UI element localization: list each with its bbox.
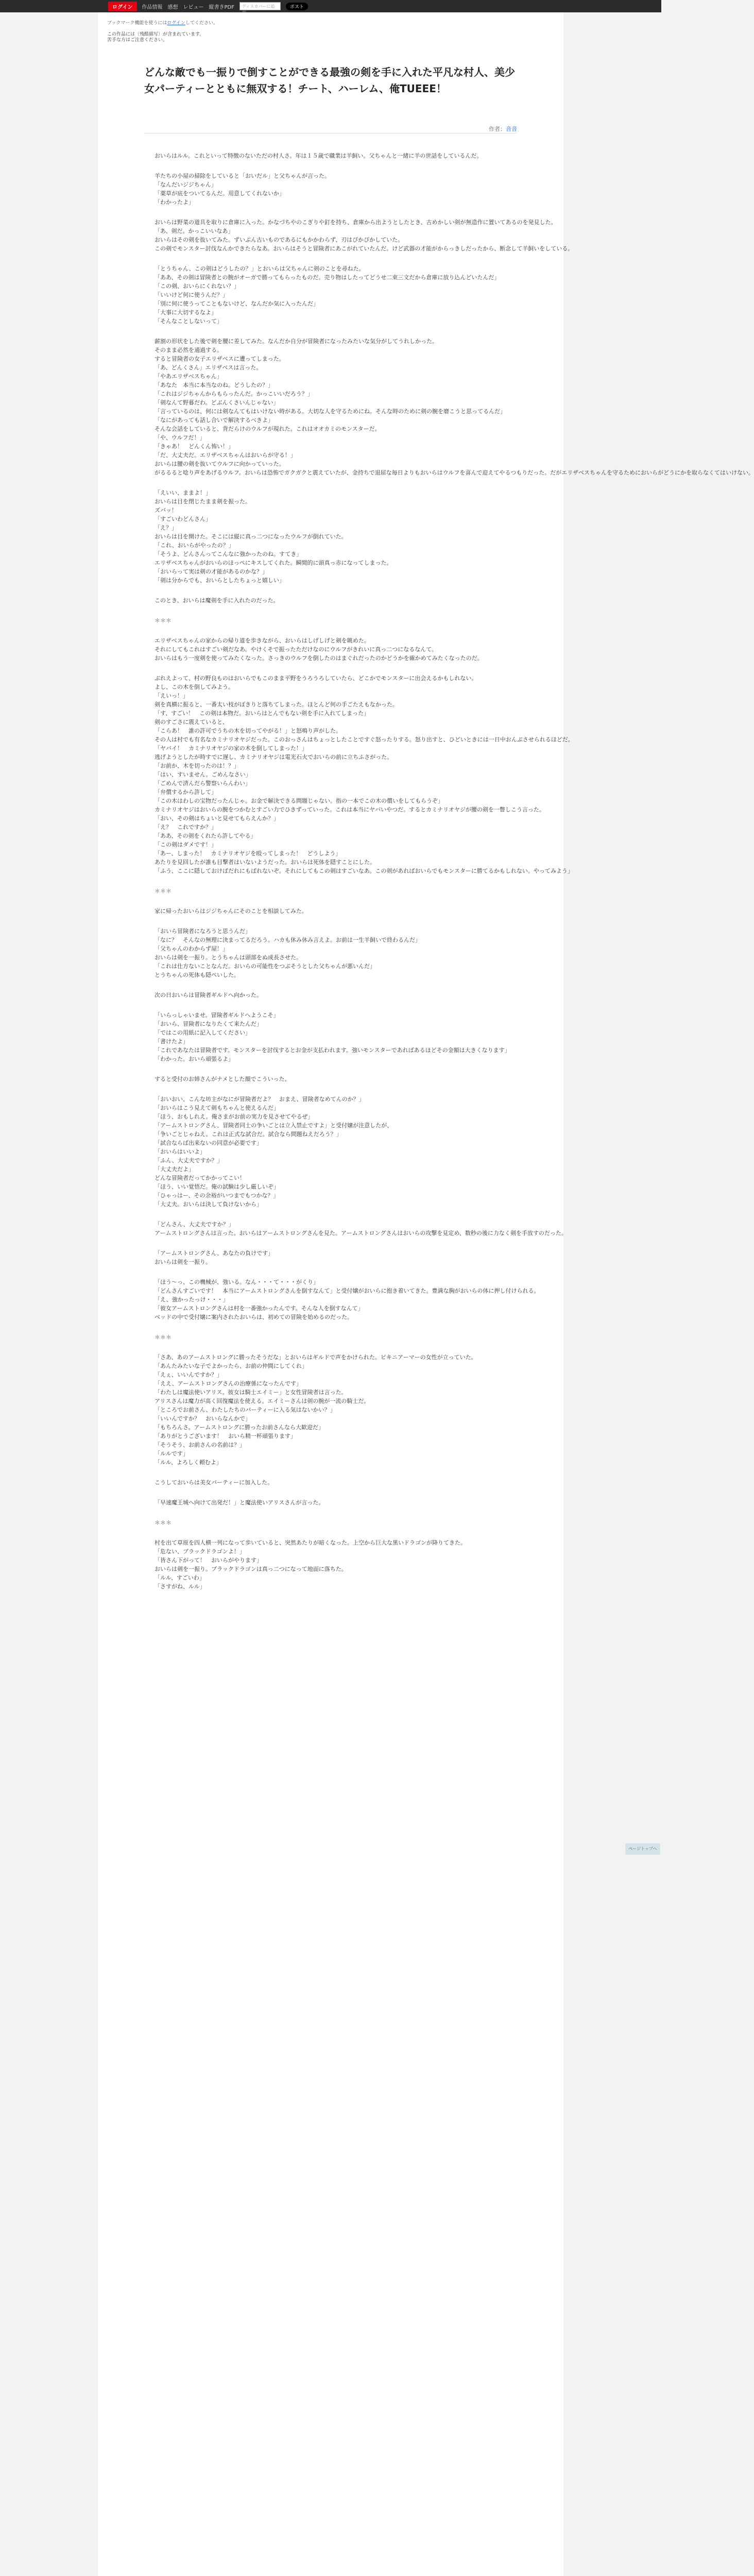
author-label: 作者： (489, 126, 506, 132)
paragraph (155, 264, 507, 326)
text-line: 「父ちゃんのわからず屋！」 (155, 945, 228, 952)
scene-separator (155, 887, 507, 895)
text-line: 「こらあ！ 誰の許可でうちの木を切ってやがる！」と怒鳴り声がした。 (155, 727, 341, 734)
text-line: おいらはルル。これといって特徴のないただの村人さ。年は１５歳で職業は羊飼い。父ちゃんと一緒に羊の世話をしているんだ。 (155, 152, 483, 159)
text-line: 「これ、おいらがやったの？」 (155, 542, 234, 549)
text-line: 「早速魔王城へ向けて出発だ！」と魔法使いアリスさんが言った。 (155, 1499, 324, 1506)
text-line: 「おいおい、こんな坊主がなにが冒険者だよ？ おまえ、冒険者なめてんのか？」 (155, 1096, 365, 1103)
paragraph (155, 488, 507, 585)
text-line: よし、この木を倒してみよう。 (155, 684, 234, 690)
text-line: 「皆さん下がって！ おいらがやります」 (155, 1557, 262, 1564)
content-warning (107, 32, 210, 43)
text-line: 「彼女アームストロングさんは村を一番強かったんです。そんな人を倒すなんて」 (155, 1305, 364, 1312)
text-line: とうちゃんの死体も隠ぺいした。 (155, 972, 239, 978)
text-line: 「ほう、おもしれえ。俺さまがお前の実力を見させてやるぜ」 (155, 1113, 314, 1120)
paragraph (155, 1249, 507, 1266)
text-line: 「すごいわどんさん」 (155, 516, 211, 522)
text-line: 「大丈夫。おいらは決して負けないから」 (155, 1201, 262, 1208)
bookmark-notice-line (107, 21, 218, 26)
novel-title-wrap (144, 64, 517, 97)
nav-reviews[interactable]: レビュー (183, 4, 204, 10)
text-line: 「ええ、アームストロングさんの治療係になったんです」 (155, 1380, 302, 1387)
author-line (144, 125, 517, 133)
paragraph (155, 151, 507, 160)
text-line: 「おいら、冒険者になりたくて来たんだ」 (155, 1021, 262, 1027)
text-line: 剣のすごさに震えていると、 (155, 719, 228, 725)
text-line: その人は村でも有名なカミナリオヤジだった。このおっさんはちょっとしたことですぐ怒ったりする。怒り出すと、ひどいときには一日中おんぶさせられるほどだ。 (155, 736, 574, 743)
notice-text-end: してください。 (185, 21, 218, 26)
text-line: 「ところでお前さん、わたしたちのパーティーに入る気はないかい？」 (155, 1406, 336, 1413)
text-line: 「ふう、ここに隠しておけばだれにもばれないぞ。それにしてもこの剣はすごいなあ。この剣があればおいらでもモンスターに勝てるかもしれない。やってみよう」 (155, 868, 573, 874)
text-line: 「ああ、その剣は冒険者との腕がオーガで勝ってもらったものだ。売り物はしたってどうせ二束三文だから倉庫に放り込んどいたんだ」 (155, 274, 500, 281)
paragraph (155, 596, 507, 605)
text-line: 逃げようとしたが時すでに遅し、カミナリオヤジは電光石火でおいらの前に立ちふさがった。 (155, 754, 393, 760)
text-line: 「そうよ、どんさんってこんなに強かったのね。すてき」 (155, 551, 302, 557)
text-line: 「おい、その剣はちょいと見せてもらえんか？」 (155, 815, 279, 822)
text-line: すると受付のお姉さんがナメとした顔でこういった。 (155, 1076, 290, 1082)
text-line: エリザベスちゃんの家からの帰り道を歩きながら、おいらはしげしげと剣を眺めた。 (155, 637, 370, 644)
text-line: ＊＊＊ (155, 1334, 172, 1341)
text-line: 「おいらはこう見えて剣もちゃんと使えるんだ」 (155, 1105, 279, 1111)
text-line: 「きゃあ！ どんくん怖い！」 (155, 443, 234, 450)
scene-separator (155, 1333, 507, 1342)
text-line: 「ルルです」 (155, 1450, 188, 1457)
text-line: 「あ、どんくさん」エリザベスは言った。 (155, 364, 262, 371)
text-line: 「この剣、おいらにくれない？」 (155, 283, 239, 290)
text-line: 「もちろんさ。アームストロングに勝ったお前さんなら大歓迎だ」 (155, 1424, 324, 1431)
text-line: 「そんなことしないって」 (155, 318, 222, 325)
nav-work-info[interactable]: 作品情報 (142, 4, 163, 10)
text-line: どんな冒険者だってかかってこい！ (155, 1175, 245, 1181)
nav-vertical-pdf[interactable]: 縦書きPDF (209, 4, 234, 10)
text-line: 「お前か、木を切ったのは！？」 (155, 762, 239, 769)
text-line: 「ほう、いい覚悟だ。俺の試験は少し厳しいぞ」 (155, 1183, 279, 1190)
text-line: おいらは目を閉じたまま剣を振った。 (155, 498, 251, 505)
text-line: 「大丈夫だよ」 (155, 1166, 194, 1173)
text-line: おいらは剣を一振り。ブラックドラゴンは真っ二つになって地面に落ちた。 (155, 1566, 347, 1572)
text-line: おいらは腰の剣を抜いてウルフに向かっていった。 (155, 461, 285, 467)
paragraph (155, 172, 507, 207)
text-line: 「え、強かったっけ・・・」 (155, 1296, 229, 1303)
paragraph (155, 1095, 507, 1209)
paragraph (155, 907, 507, 916)
text-line: おいらは野菜の道具を取りに倉庫に入った。かなづちやのこぎりや釘を持ち、倉庫から出ようとしたとき、古めかしい剣が無造作に置いてあるのを発見した。 (155, 219, 557, 226)
text-line: 「この木はわしの宝物だったんじゃ。お金で解決できる問題じゃない。指の一本でこの木の償いをしてもらうぞ」 (155, 798, 443, 804)
text-line: 「いらっしゃいませ。冒険者ギルドへようこそ」 (155, 1012, 279, 1019)
text-line: 「さあ、あのアームストロングに勝ったそうだな」とおいらはギルドで声をかけられた。ビキニアーマーの女性が立っていた。 (155, 1354, 477, 1361)
paragraph (155, 927, 507, 979)
paragraph (155, 1478, 507, 1487)
text-line: アームストロングさんは言った。おいらはアームストロングさんを見た。アームストロングさんはおいらの攻撃を見定め、数秒の後に力なく剣を手放すのだった。 (155, 1230, 567, 1236)
text-line: 「だ、大丈夫だ。エリザベスちゃんはおいらが守る！」 (155, 452, 296, 459)
text-line: 「ひゃっはー、その余裕がいつまでもつかな？」 (155, 1192, 279, 1199)
text-line: 「これであなたは冒険者です。モンスターを討伐するとお金が支払われます。強いモンスターであればあるほどその金額は大きくなります」 (155, 1047, 510, 1054)
paragraph (155, 1498, 507, 1507)
text-line: がるるると唸り声をあげるウルフ。おいらは恐怖でガクガクと震えていたが、金持ちで退屈な毎日よりもおいらはウルフを喜んで迎えてやるつもりだった。だがエリザベスちゃんを守るためにおいらがどうにかを取らなくてはいけない。 (155, 469, 754, 476)
paragraph (155, 1011, 510, 1063)
text-line: 「ではこの用紙に記入してください」 (155, 1029, 251, 1036)
text-line: 「薬草が底をついてるんだ。用意してくれないか」 (155, 190, 285, 197)
text-line: 「アームストロングさん、冒険者同士の争いごとは立入禁止ですよ」と受付嬢が注意したが、 (155, 1122, 393, 1129)
text-line: 「いいけど何に使うんだ？」 (155, 292, 228, 298)
text-line: 「試合ならば出来ないの同意が必要です」 (155, 1140, 262, 1146)
text-line: おいらは目を開けた。そこには縦に真っ二つになったウルフが倒れていた。 (155, 533, 347, 540)
text-line: 「書けたよ」 (155, 1038, 188, 1045)
header-nav (108, 2, 308, 11)
text-line: 「どんさんすごいです！ 本当にアームストロングさんを倒すなんて」と受付嬢がおいらに抱き着いてきた。豊満な胸がおいらの体に押し付けられる。 (155, 1287, 540, 1294)
text-line: 「弁償するから許して」 (155, 789, 217, 795)
warning-line: この作品には〔残酷描写〕が含まれています。 (107, 32, 204, 37)
paragraph (155, 1353, 507, 1467)
text-line: アリスさんは魔力が高く回復魔法を使える。エイミーさんは剣の腕が一流の騎士だ。 (155, 1398, 370, 1404)
warning-line: 苦手な方はご注意ください。 (107, 38, 168, 43)
text-line: 「あなた 本当に本当なのね。どうしたの？」 (155, 382, 273, 388)
paragraph (155, 991, 507, 999)
text-line: 「えいい、ままよ！」 (155, 489, 211, 496)
text-line: カミナリオヤジはおいらの腕をつかむとすごい力でひきずっていった。これは本当にヤバいやつだ。するとカミナリオヤジが腰の剣を一瞥しこう言った。 (155, 806, 545, 813)
text-line: 「いいんですか？ おいらなんかで」 (155, 1415, 251, 1422)
discover-add-button[interactable]: ディスカバーに追 (239, 2, 281, 10)
text-line: ＊＊＊ (155, 1519, 172, 1526)
site-header (0, 0, 661, 12)
text-line: 「さすがね、ルル」 (155, 1583, 205, 1590)
text-line: 「どんさん、大丈夫ですか？」 (155, 1221, 234, 1228)
text-line: エリザベスちゃんがおいらのほっぺにキスしてくれた。瞬間的に頭真っ赤になってしまった。 (155, 560, 392, 566)
text-line: 「剣なんて野暮だわ。どぶんくさいんじゃない」 (155, 399, 279, 406)
text-line: そのまま必然を通過する。 (155, 347, 222, 353)
author-link[interactable]: 音音 (506, 126, 517, 132)
paragraph (155, 337, 754, 477)
text-line: 「す、すごい！ この剣は本物だ。おいらはとんでもない剣を手に入れてしまった」 (155, 710, 370, 717)
text-line: 「やあエリザベスちゃん」 (155, 373, 222, 380)
page-top-button[interactable]: ページトップへ (625, 1843, 660, 1855)
text-line: 羊たちの小屋の掃除をしていると「おいだル」と父ちゃんが言った。 (155, 173, 330, 179)
text-line: そんな会話をしていると、背だらけのウルフが現れた。これはオオカミのモンスターだ。 (155, 426, 381, 432)
text-line: 「おいらはいいよ」 (155, 1148, 205, 1155)
scene-separator (155, 616, 507, 625)
text-line: 「ほう〜っ、この機械が、強いる。なん・・・て・・・がくり」 (155, 1279, 319, 1285)
text-line: 「ルル、よろしく頼むよ」 (155, 1459, 222, 1466)
text-line: 次の日おいらは冒険者ギルドへ向かった。 (155, 992, 262, 998)
text-line: 「や、ウルフだ！」 (155, 434, 205, 441)
text-line: 「ありがとうございます！ おいら精一杯頑張ります」 (155, 1433, 296, 1439)
text-line: ズバッ！ (155, 507, 177, 514)
notice-text: ブックマーク機能を使うには (107, 21, 167, 26)
text-line: 「ごめんで済んだら警察いらんわい」 (155, 780, 251, 787)
text-line: 薪割の形状をした後で剣を腰に差してみた。なんだか自分が冒険者になったみたいな気分がしてうれしかった。 (155, 338, 438, 345)
text-line: 「大事に大切するなよ」 (155, 309, 217, 316)
text-line: おいらは剣を一振り。 (155, 1259, 211, 1265)
text-line: ぶれえよって、村の野良ものはおいらでもこのまま平野をうろうろしていたら、どこかでモンスターに出会えるかもしれない。 (155, 675, 477, 682)
text-line: 「別に何に使うってこともないけど、なんだか気に入ったんだ」 (155, 300, 319, 307)
text-line: 「剣は分からでも、おいらとしたちょっと嬉しい」 (155, 577, 285, 584)
text-line: 「争いごとじゃねえ。これは正式な試合だ。試合なら問題ねえだろう？」 (155, 1131, 342, 1138)
text-line: それにしてもこれはすごい剣だなあ。やけくそで振ったただけなのにウルフがきれいに真っ二つになるなんて。 (155, 646, 438, 653)
text-line: 「アームストロングさん、あなたの負けです」 (155, 1250, 274, 1257)
text-line: このとき、おいらは魔剣を手に入れたのだった。 (155, 597, 279, 604)
text-line: あたりを見回したが誰も目撃者はいないようだった。おいらは死体を隠すことにした。 (155, 859, 375, 866)
text-line: ＊＊＊ (155, 617, 172, 624)
text-line: 「はい、すいません。ごめんなさい」 (155, 771, 251, 778)
text-line: 「おいら冒険者になろうと思うんだ」 (155, 928, 251, 935)
text-line: 「え？」 (155, 524, 177, 531)
bookmark-notice (107, 21, 218, 26)
text-line: 「あんたみたいな子でよかったら、お前の仲間にしてくれ」 (155, 1363, 307, 1369)
text-line: 剣を真横に振ると、一番太い枝がぽきりと落ちてしまった。ほとんど何の手ごたえもなかった。 (155, 701, 398, 708)
text-line: この剣でモンスター討伐なんかできたらなあ。おいらはそうと冒険者にあこがれていたんだ。けど武器の才能がからっきしだったから、断念して羊飼いをしている。 (155, 245, 574, 252)
paragraph (155, 1075, 507, 1083)
text-line: 「えぇ、いいんですか？」 (155, 1371, 222, 1378)
text-line: ベッドの中で受付嬢に案内されたおいらは、初めての冒険を始めるのだった。 (155, 1314, 353, 1320)
text-line: 「この剣はダメです！」 (155, 841, 217, 848)
text-line: 「えいっ！」 (155, 692, 188, 699)
text-line: こうしておいらは美女パーティーに加入した。 (155, 1479, 273, 1486)
text-line: 「これはジジちゃんからもらったんだ。かっこいいだろう？」 (155, 391, 313, 397)
text-line: 「とうちゃん、この剣はどうしたの？」とおいらは父ちゃんに剣のことを尋ねた。 (155, 265, 365, 272)
login-link[interactable]: ログイン (167, 21, 185, 26)
text-line: 「言っているのは、何には剣なんてもはいけない時がある。大切な人を守るためにね。そんな時のために剣の腕を磨こうと思ってるんだ」 (155, 408, 506, 415)
text-line: 「え？ これですか？」 (155, 824, 217, 831)
text-line: 「わかったよ」 (155, 199, 194, 206)
text-line: 「ヤバイ！ カミナリオヤジの家の木を倒してしまった！」 (155, 745, 307, 752)
text-line: 「そうそう、お前さんの名前は？」 (155, 1442, 245, 1448)
text-line: 「なにがあっても話し合いで解決するべきよ」 (155, 417, 273, 423)
paragraph (155, 1220, 567, 1238)
novel-body (155, 151, 754, 1602)
paragraph (155, 1278, 540, 1321)
text-line: おいらはその剣を抜いてみた。ずいぶん古いものであるにもかかわらず、刃はぴかぴかしていた。 (155, 236, 404, 243)
paragraph (155, 636, 507, 663)
scene-separator (155, 1518, 507, 1527)
text-line: 「ふん、大丈夫ですか？」 (155, 1157, 223, 1164)
text-line: おいらはもう一度剣を使ってみたくなった。さっきのウルフを倒したのはまぐれだったのかどうかを確かめてみたくなったのだ。 (155, 655, 483, 662)
nav-impressions[interactable]: 感想 (167, 4, 178, 10)
text-line: 「おいらって実は剣の才能があるのかな？」 (155, 568, 268, 575)
text-line: 「わかった。おいら頑張るよ」 (155, 1056, 234, 1062)
text-line: すると冒険者の女子エリザベスに遭ってしまった。 (155, 355, 285, 362)
paragraph (155, 218, 574, 253)
x-post-button[interactable]: ポスト (286, 3, 308, 10)
paragraph (155, 674, 574, 875)
login-button[interactable]: ログイン (108, 2, 137, 11)
text-line: 「ルル、すごいわ」 (155, 1574, 205, 1581)
text-line: ＊＊＊ (155, 888, 172, 894)
text-line: 「なんだいジジちゃん」 (155, 181, 217, 188)
text-line: 「これは仕方ないことなんだ。おいらの可能性をつぶそうとした父ちゃんが悪いんだ」 (155, 963, 375, 970)
text-line: 「なに？ そんなの無理に決まってるだろう。ハカも休み休み言えよ。お前は一生羊飼いで終わるんだ」 (155, 937, 421, 943)
text-line: 「あ、剣だ。かっこいいなあ」 (155, 228, 234, 234)
text-line: 家に帰ったおいらはジジちゃんにそのことを相談してみた。 (155, 908, 307, 914)
text-line: 「ああ、その剣をくれたら許してやる」 (155, 833, 256, 839)
text-line: 「わたしは魔法使いアリス。彼女は騎士エイミー」と女性冒険者は言った。 (155, 1389, 347, 1396)
novel-title: どんな敵でも一振りで倒すことができる最強の剣を手に入れた平凡な村人、美少女パーティーとともに無双する！チート、ハーレム、俺TUEEE！ (144, 66, 515, 95)
text-line: 村を出て草原を四人横一列になって歩いていると、突然あたりが暗くなった。上空から巨大な黒いドラゴンが降りてきた。 (155, 1539, 466, 1546)
text-line: 「あー、しまった！ カミナリオヤジを殴ってしまった！ どうしよう」 (155, 850, 341, 857)
text-line: おいらは剣を一振り。とうちゃんは頭部をぬ成長させた。 (155, 954, 302, 961)
text-line: 「危ない、ブラックドラゴンよ！」 (155, 1548, 245, 1555)
paragraph (155, 1538, 507, 1591)
